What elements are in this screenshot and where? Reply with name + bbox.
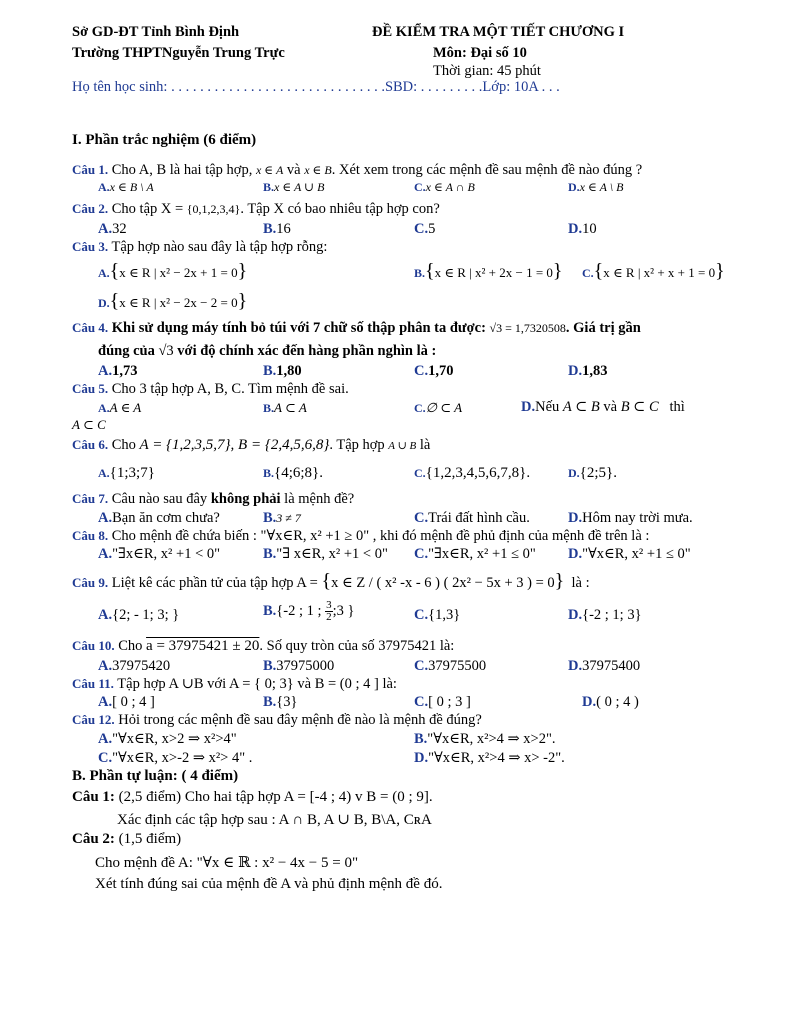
q9-text-b: là : bbox=[571, 575, 590, 591]
q5-label: Câu 5. bbox=[72, 381, 109, 396]
q4-sqrt-value: √3 = 1,7320508 bbox=[489, 321, 566, 335]
q5-option-c[interactable]: C.∅ ⊂ A bbox=[414, 400, 463, 415]
q9-option-c[interactable]: C.{1,3} bbox=[414, 607, 461, 623]
q7-option-d[interactable]: D.Hôm nay trời mưa. bbox=[568, 510, 693, 526]
q11-label: Câu 11. bbox=[72, 676, 114, 691]
q5-text: Cho 3 tập hợp A, B, C. Tìm mệnh đề sai. bbox=[111, 381, 349, 397]
q6-option-c[interactable]: C.{1,2,3,4,5,6,7,8}. bbox=[414, 465, 531, 481]
subject: Môn: Đại số 10 bbox=[433, 45, 527, 61]
question-4-cont bbox=[98, 343, 436, 360]
exam-time: Thời gian: 45 phút bbox=[433, 63, 541, 79]
q10-option-a[interactable]: A.37975420 bbox=[98, 658, 171, 674]
essay-q2-label: Câu 2: bbox=[72, 831, 115, 847]
q6-option-b[interactable]: B.{4;6;8}. bbox=[263, 465, 323, 481]
q11-option-a[interactable]: A.[ 0 ; 4 ] bbox=[98, 694, 155, 710]
q4-option-b[interactable]: B.1,80 bbox=[263, 363, 302, 379]
q6-option-a[interactable]: A.{1;3;7} bbox=[98, 465, 155, 481]
q4-sqrt3: √3 bbox=[158, 343, 174, 359]
q7-text-b: là mệnh đề? bbox=[284, 491, 355, 507]
q6-text-c: là bbox=[419, 437, 431, 453]
q3-option-d[interactable]: D.{x ∈ R | x² − 2x − 2 = 0} bbox=[98, 290, 248, 312]
question-12 bbox=[72, 712, 482, 729]
q2-option-c[interactable]: C.5 bbox=[414, 221, 436, 237]
q1-and: và bbox=[286, 162, 301, 178]
q6-sets: A = {1,2,3,5,7}, B = {2,4,5,6,8} bbox=[139, 437, 330, 453]
q12-label: Câu 12. bbox=[72, 712, 115, 727]
q2-option-a[interactable]: A.32 bbox=[98, 221, 127, 237]
q9-fraction: $\frac{3}{2}$ bbox=[326, 599, 332, 623]
q2-text-a: Cho tập X = bbox=[111, 201, 184, 217]
q9-set: x ∈ Z / ( x² -x - 6 ) ( 2x² − 5x + 3 ) = 0 bbox=[331, 575, 555, 591]
q9-option-d[interactable]: D.{-2 ; 1; 3} bbox=[568, 607, 642, 623]
essay-q2-points: (1,5 điểm) bbox=[118, 831, 182, 847]
q10-label: Câu 10. bbox=[72, 638, 115, 653]
q9-option-a[interactable]: A.{2; - 1; 3; } bbox=[98, 607, 180, 623]
q7-option-c[interactable]: C.Trái đất hình cầu. bbox=[414, 510, 530, 526]
q11-option-b[interactable]: B.{3} bbox=[263, 694, 298, 710]
question-4 bbox=[72, 320, 641, 337]
q12-option-a[interactable]: A."∀x∈R, x>2 ⇒ x²>4" bbox=[98, 731, 237, 747]
q1-option-c[interactable]: C.x ∈ A ∩ B bbox=[414, 180, 475, 194]
q6-text-b: . Tập hợp bbox=[329, 437, 385, 453]
q6-expr: A ∪ B bbox=[388, 440, 417, 452]
question-1 bbox=[72, 162, 642, 179]
q2-label: Câu 2. bbox=[72, 201, 109, 216]
q8-option-a[interactable]: A."∃x∈R, x² +1 < 0" bbox=[98, 546, 221, 562]
q11-option-d[interactable]: D.( 0 ; 4 ) bbox=[582, 694, 639, 710]
q8-text: Cho mệnh đề chứa biến : "∀x∈R, x² +1 ≥ 0" , khi đó mệnh đề phủ định của mệnh đề trên là : bbox=[111, 528, 650, 544]
q5-option-d-conclusion: A ⊂ C bbox=[72, 417, 106, 432]
q1-text-b: . Xét xem trong các mệnh đề sau mệnh đề nào đúng ? bbox=[331, 162, 643, 178]
q2-text-b: . Tập X có bao nhiêu tập hợp con? bbox=[240, 201, 440, 217]
q4-text-a: Khi sử dụng máy tính bỏ túi với 7 chữ số thập phân ta được: bbox=[111, 320, 486, 336]
q9-text-a: Liệt kê các phần tử của tập hợp A = bbox=[111, 575, 318, 591]
q4-option-d[interactable]: D.1,83 bbox=[568, 363, 608, 379]
q6-label: Câu 6. bbox=[72, 437, 109, 452]
q3-option-b[interactable]: B.{x ∈ R | x² + 2x − 1 = 0} bbox=[414, 260, 563, 282]
question-6 bbox=[72, 437, 430, 454]
question-10 bbox=[72, 638, 454, 655]
question-8 bbox=[72, 528, 649, 545]
school: Trường THPTNguyễn Trung Trực bbox=[72, 45, 285, 61]
essay-q1-label: Câu 1: bbox=[72, 789, 115, 805]
q8-option-b[interactable]: B."∃ x∈R, x² +1 < 0" bbox=[263, 546, 388, 562]
part1-title: I. Phần trắc nghiệm (6 điểm) bbox=[72, 132, 257, 148]
essay-q1-text: (2,5 điểm) Cho hai tập hợp A = [-4 ; 4) v B = (0 ; 9]. bbox=[118, 789, 433, 805]
question-3 bbox=[72, 239, 327, 256]
q3-text: Tập hợp nào sau đây là tập hợp rỗng: bbox=[111, 239, 328, 255]
q1-option-b[interactable]: B.x ∈ A ∪ B bbox=[263, 180, 325, 194]
student-info-line: Họ tên học sinh: . . . . . . . . . . . . . . . . . . . . . . . . . . . . . .SBD: . . . . . . . . .Lớp: 10A . . . bbox=[72, 79, 560, 95]
q10-text-a: Cho bbox=[118, 638, 143, 654]
q8-option-c[interactable]: C."∃x∈R, x² +1 ≤ 0" bbox=[414, 546, 536, 562]
question-5 bbox=[72, 381, 349, 398]
q4-option-a[interactable]: A.1,73 bbox=[98, 363, 138, 379]
q3-option-c[interactable]: C.{x ∈ R | x² + x + 1 = 0} bbox=[582, 260, 725, 282]
q1-label: Câu 1. bbox=[72, 162, 109, 177]
q12-option-c[interactable]: C."∀x∈R, x>-2 ⇒ x²> 4" . bbox=[98, 750, 253, 766]
q8-label: Câu 8. bbox=[72, 528, 109, 543]
q5-option-d[interactable]: D.Nếu A ⊂ B và B ⊂ C thì bbox=[521, 399, 685, 415]
q12-option-d[interactable]: D."∀x∈R, x²>4 ⇒ x> -2". bbox=[414, 750, 565, 766]
essay-question-2 bbox=[72, 831, 181, 848]
q10-expr: a = 37975421 ± 20 bbox=[146, 638, 260, 654]
q1-cond2: x ∈ B bbox=[304, 163, 332, 177]
q11-option-c[interactable]: C.[ 0 ; 3 ] bbox=[414, 694, 471, 710]
q9-label: Câu 9. bbox=[72, 575, 109, 590]
q1-cond1: x ∈ A bbox=[255, 163, 284, 177]
q4-label: Câu 4. bbox=[72, 320, 109, 335]
q2-set: {0,1,2,3,4} bbox=[186, 202, 241, 216]
q10-text-b: . Số quy tròn của số 37975421 là: bbox=[259, 638, 455, 654]
q4-option-c[interactable]: C.1,70 bbox=[414, 363, 454, 379]
q11-text: Tập hợp A ∪B với A = { 0; 3} và B = (0 ; 4 ] là: bbox=[117, 676, 397, 692]
q3-label: Câu 3. bbox=[72, 239, 109, 254]
essay-question-1 bbox=[72, 789, 433, 806]
q7-label: Câu 7. bbox=[72, 491, 109, 506]
q7-option-b[interactable]: B.3 ≠ 7 bbox=[263, 510, 301, 526]
q7-option-a[interactable]: A.Bạn ăn cơm chưa? bbox=[98, 510, 220, 526]
q1-text-a: Cho A, B là hai tập hợp, bbox=[111, 162, 253, 178]
q10-option-d[interactable]: D.37975400 bbox=[568, 658, 641, 674]
q12-text: Hỏi trong các mệnh đề sau đây mệnh đề nào là mệnh đề đúng? bbox=[118, 712, 482, 728]
q12-option-b[interactable]: B."∀x∈R, x²>4 ⇒ x>2". bbox=[414, 731, 556, 747]
q5-option-b[interactable]: B.A ⊂ A bbox=[263, 400, 307, 415]
q5-option-a[interactable]: A.A ∈ A bbox=[98, 400, 142, 415]
part2-title: B. Phần tự luận: ( 4 điểm) bbox=[72, 768, 239, 784]
q10-option-c[interactable]: C.37975500 bbox=[414, 658, 487, 674]
q4-text-d: với độ chính xác đến hàng phần nghìn là : bbox=[177, 343, 437, 359]
q1-option-a[interactable]: A.x ∈ B \ A bbox=[98, 180, 154, 194]
department: Sở GD-ĐT Tỉnh Bình Định bbox=[72, 24, 240, 40]
q2-option-b[interactable]: B.16 bbox=[263, 221, 291, 237]
q7-text-a: Câu nào sau đây bbox=[111, 491, 208, 507]
q3-option-a[interactable]: A.{x ∈ R | x² − 2x + 1 = 0} bbox=[98, 260, 248, 282]
q2-option-d[interactable]: D.10 bbox=[568, 221, 597, 237]
essay-q2-task: Xét tính đúng sai của mệnh đề A và phủ định mệnh đề đó. bbox=[95, 876, 443, 892]
essay-q1-task: Xác định các tập hợp sau : A ∩ B, A ∪ B, B\A, CʀA bbox=[117, 812, 432, 828]
q6-text-a: Cho bbox=[111, 437, 136, 453]
question-2 bbox=[72, 201, 440, 218]
q7-bold: không phải bbox=[210, 491, 281, 507]
q9-option-b[interactable]: B.{-2 ; 1 ; $\frac{3}{2}$ ;3 } bbox=[263, 599, 355, 623]
q6-option-d[interactable]: D.{2;5}. bbox=[568, 465, 617, 481]
q4-text-c: đúng của bbox=[98, 343, 155, 359]
question-7 bbox=[72, 491, 354, 508]
q8-option-d[interactable]: D."∀x∈R, x² +1 ≤ 0" bbox=[568, 546, 691, 562]
exam-title: ĐỀ KIỂM TRA MỘT TIẾT CHƯƠNG I bbox=[372, 24, 625, 40]
question-9: Câu 9. Liệt kê các phần tử của tập hợp A = {x ∈ Z / ( x² -x - 6 ) ( 2x² − 5x + 3 ) = 0} là : bbox=[72, 570, 590, 592]
q4-text-b: . Giá trị gần bbox=[565, 320, 641, 336]
question-11 bbox=[72, 676, 397, 693]
q1-option-d[interactable]: D.x ∈ A \ B bbox=[568, 180, 624, 194]
essay-q2-text: Cho mệnh đề A: "∀x ∈ ℝ : x² − 4x − 5 = 0" bbox=[95, 855, 359, 871]
q10-option-b[interactable]: B.37975000 bbox=[263, 658, 335, 674]
